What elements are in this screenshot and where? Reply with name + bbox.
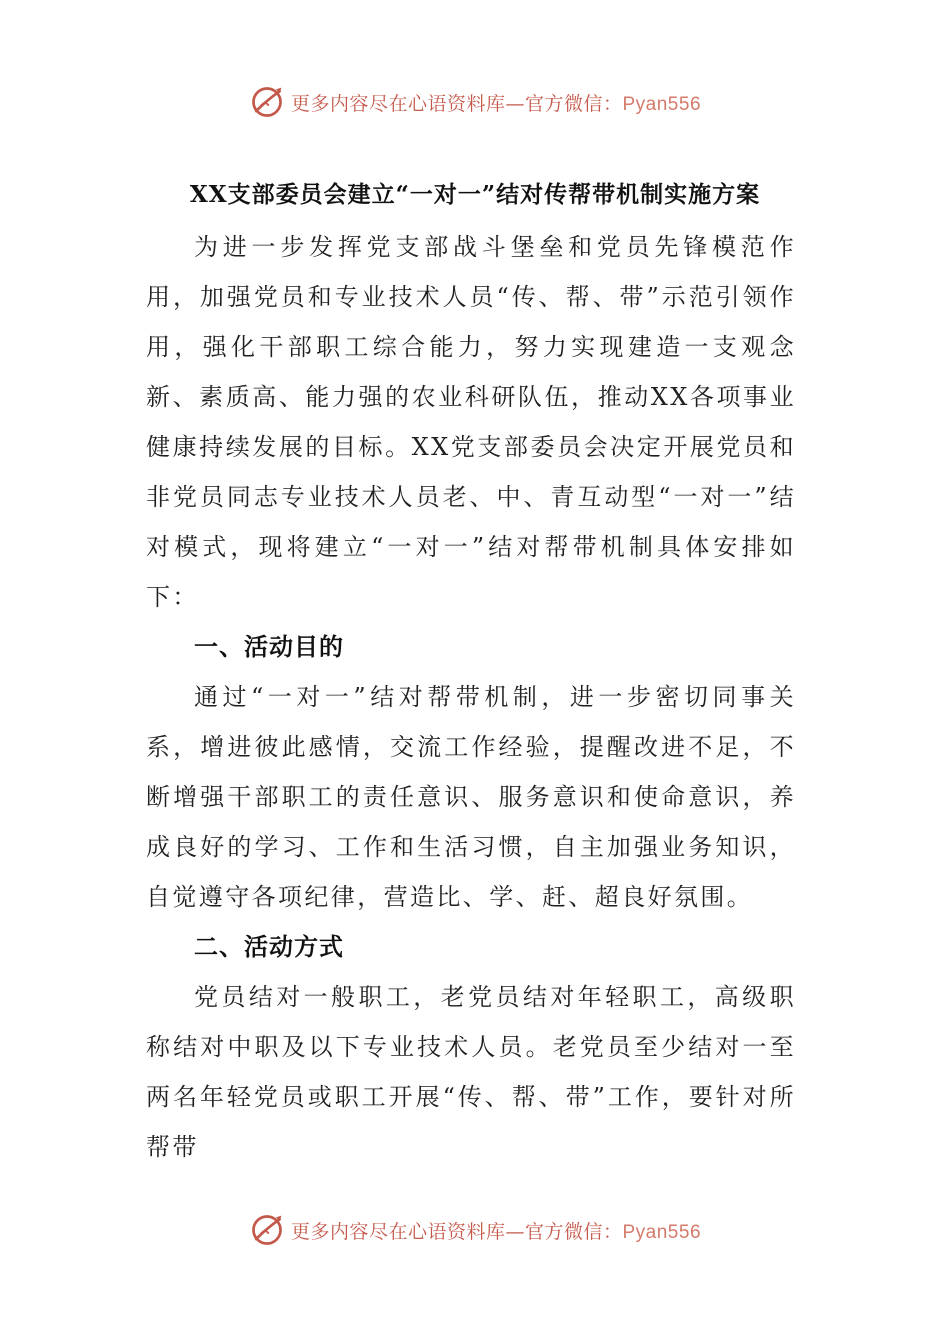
footer-banner-label: 更多内容尽在心语资料库—官方微信： <box>290 1220 623 1243</box>
header-banner-id: Pyan556 <box>622 93 702 115</box>
intro-paragraph: 为进一步发挥党支部战斗堡垒和党员先锋模范作用，加强党员和专业技术人员“传、帮、带”示范引领作用，强化干部职工综合能力，努力实现建造一支观念新、素质高、能力强的农业科研队伍，推动XX各项事业健康持续发展的目标。XX党支部委员会决定开展党员和非党员同志专业技术人员老、中、青互动型“一对一”结对模式，现将建立“一对一”结对帮带机制具体安排如下： <box>146 233 796 611</box>
document-body <box>146 222 796 1172</box>
section-paragraph: 通过“一对一”结对帮带机制，进一步密切同事关系，增进彼此感情，交流工作经验，提醒改进不足，不断增强干部职工的责任意识、服务意识和使命意识，养成良好的学习、工作和生活习惯，自主加强业务知识，自觉遵守各项纪律，营造比、学、赶、超良好氛围。 <box>146 683 796 911</box>
footer-banner <box>0 1208 950 1252</box>
document-title: XX支部委员会建立“一对一”结对传帮带机制实施方案 <box>189 181 761 208</box>
pen-logo-icon <box>249 84 285 120</box>
section-heading: 二、活动方式 <box>194 932 344 961</box>
footer-banner-text <box>291 1217 701 1244</box>
header-banner <box>0 80 950 124</box>
section-paragraph: 党员结对一般职工，老党员结对年轻职工，高级职称结对中职及以下专业技术人员。老党员至少结对一至两名年轻党员或职工开展“传、帮、带”工作，要针对所帮带 <box>146 983 796 1161</box>
footer-banner-id: Pyan556 <box>622 1221 702 1243</box>
pen-logo-icon <box>249 1212 285 1248</box>
section-heading: 一、活动目的 <box>194 632 344 661</box>
header-banner-label: 更多内容尽在心语资料库—官方微信： <box>290 92 623 115</box>
header-banner-text <box>291 89 701 116</box>
